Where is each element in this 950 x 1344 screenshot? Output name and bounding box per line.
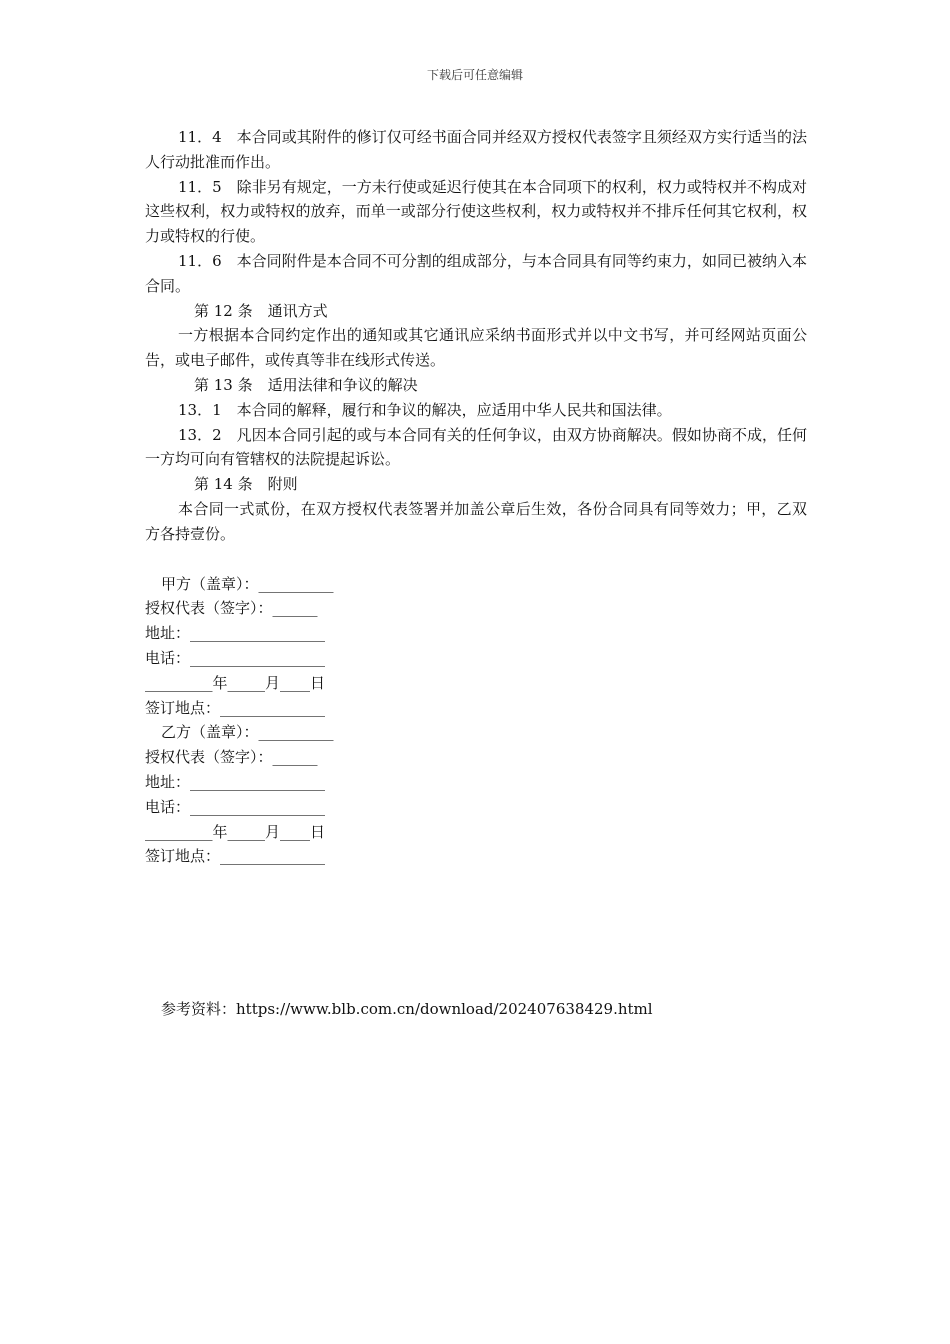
- party-b-phone: 电话：__________________: [145, 797, 326, 816]
- signature-block: [145, 572, 807, 870]
- article-13-title: 第 13 条 适用法律和争议的解决: [194, 375, 418, 394]
- party-b-place: 签订地点：______________: [145, 847, 326, 866]
- clause-11-4: 11．4 本合同或其附件的修订仅可经书面合同并经双方授权代表签字且须经双方实行适当的法人行动批准而作出。: [145, 128, 807, 171]
- clause-11-5: 11．5 除非另有规定，一方未行使或延迟行使其在本合同项下的权利，权力或特权并不构成对这些权利，权力或特权的放弃，而单一或部分行使这些权利，权力或特权并不排斥任何其它权利，权力或特权的行使。: [145, 177, 807, 246]
- party-b-seal: 乙方（盖章）：__________: [161, 723, 334, 742]
- article-14-body: 本合同一式贰份，在双方授权代表签署并加盖公章后生效，各份合同具有同等效力；甲，乙双方各持壹份。: [145, 499, 807, 543]
- party-a-date: _________年_____月____日: [145, 673, 326, 692]
- contract-body: [145, 125, 807, 869]
- party-b-date: _________年_____月____日: [145, 822, 326, 841]
- party-b-address: 地址：__________________: [145, 772, 326, 791]
- page-header-note: 下载后可任意编辑: [426, 68, 523, 82]
- party-a-address: 地址：__________________: [145, 624, 326, 643]
- clause-13-2: 13．2 凡因本合同引起的或与本合同有关的任何争议，由双方协商解决。假如协商不成，任何一方均可向有管辖权的法院提起诉讼。: [145, 425, 807, 469]
- clause-11-6: 11．6 本合同附件是本合同不可分割的组成部分，与本合同具有同等约束力，如同已被纳入本合同。: [145, 251, 807, 295]
- article-14-title: 第 14 条 附则: [194, 475, 298, 494]
- party-a-phone: 电话：__________________: [145, 648, 326, 667]
- reference-link-text: 参考资料：https://www.blb.com.cn/download/202407638429.html: [161, 1000, 653, 1018]
- article-12-body: 一方根据本合同约定作出的通知或其它通讯应采纳书面形式并以中文书写，并可经网站页面公告，或电子邮件，或传真等非在线形式传送。: [145, 326, 807, 370]
- clause-13-1: 13．1 本合同的解释，履行和争议的解决，应适用中华人民共和国法律。: [178, 400, 672, 419]
- party-a-representative: 授权代表（签字）：______: [145, 599, 318, 618]
- party-b-representative: 授权代表（签字）：______: [145, 748, 318, 767]
- article-12-title: 第 12 条 通讯方式: [194, 301, 328, 320]
- party-a-seal: 甲方（盖章）：__________: [161, 574, 334, 593]
- party-a-place: 签订地点：______________: [145, 698, 326, 717]
